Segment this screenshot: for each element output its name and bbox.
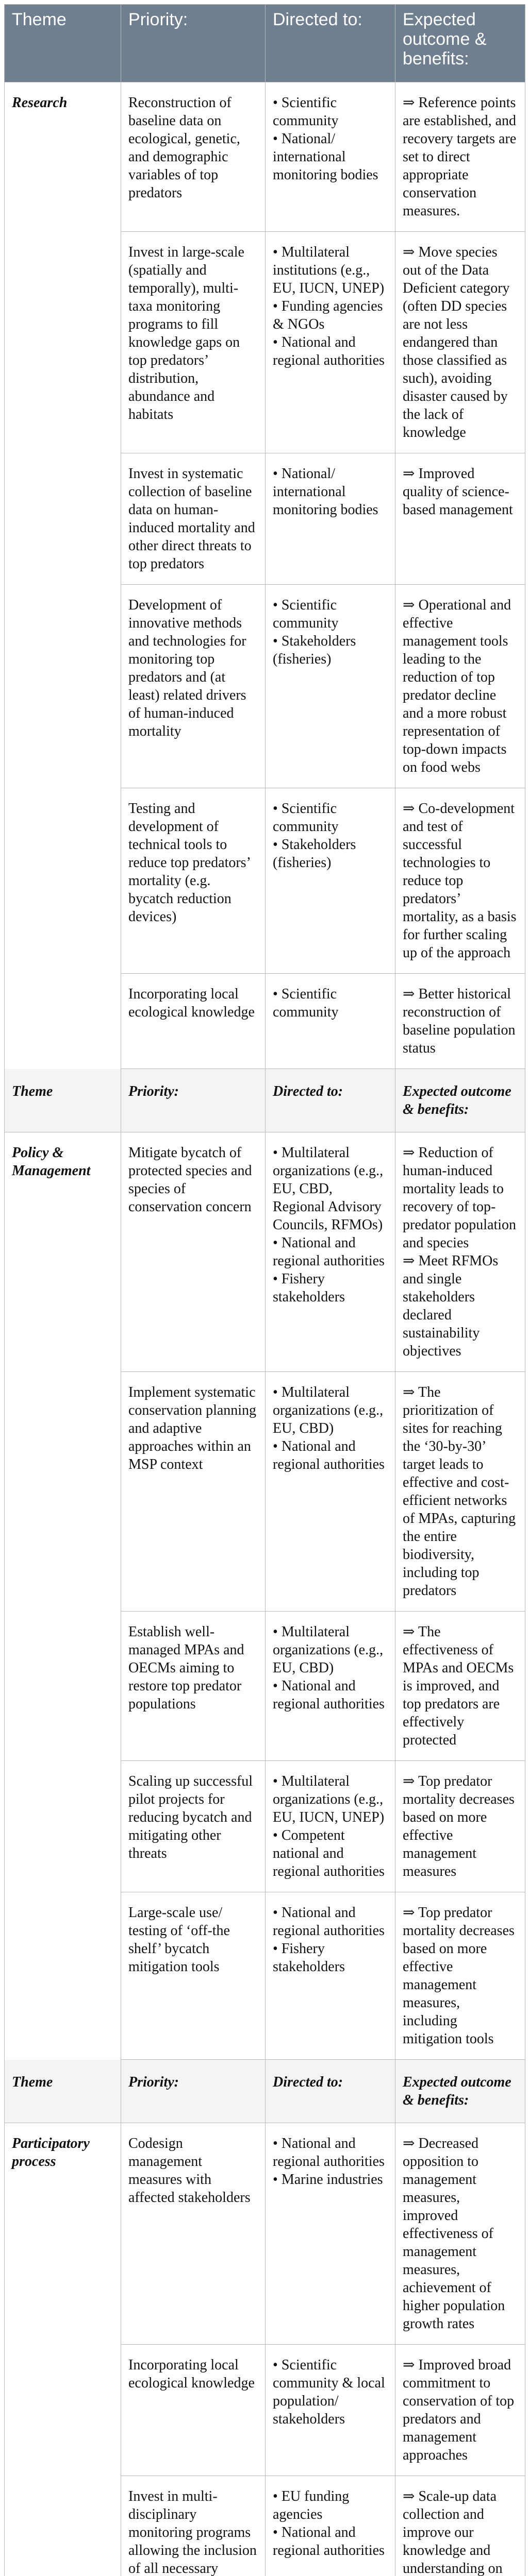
- directed-to-cell: [266, 974, 395, 1069]
- section-subheader-row: [5, 2060, 525, 2123]
- priority-cell: Invest in multi-disciplinary monitoring programs allowing the inclusion of all necessary: [121, 2476, 266, 2576]
- table-row: [5, 1372, 525, 1612]
- directed-to-item: • Scientific community & local population/ stakeholders: [273, 2356, 388, 2428]
- priority-cell: Incorporating local ecological knowledge: [121, 2345, 266, 2476]
- subheader-expected-outcome: Expected outcome & benefits:: [395, 2060, 525, 2123]
- outcome-item: ⇒ The prioritization of sites for reaching the ‘30-by-30’ target leads to effective and cost-efficient networks of MPAs, capturing the entire biodiversity, including top predators: [403, 1383, 518, 1600]
- directed-to-cell: [266, 1612, 395, 1761]
- outcome-item: ⇒ The effectiveness of MPAs and OECMs is improved, and top predators are effectively protected: [403, 1623, 518, 1749]
- theme-cell: [5, 1372, 121, 1612]
- outcome-item: ⇒ Better historical reconstruction of baseline population status: [403, 985, 518, 1057]
- directed-to-item: • Scientific community: [273, 94, 388, 130]
- table-row: [5, 1761, 525, 1892]
- outcome-item: ⇒ Operational and effective management tools leading to the reduction of top predator decline and a more robust representation of top-down impacts on food webs: [403, 596, 518, 776]
- directed-to-cell: [266, 1761, 395, 1892]
- theme-cell: [5, 232, 121, 453]
- table-row: [5, 453, 525, 585]
- directed-to-cell: [266, 585, 395, 788]
- theme-cell: [5, 2476, 121, 2576]
- subheader-directed-to: Directed to:: [266, 1069, 395, 1132]
- theme-cell: [5, 788, 121, 974]
- table-row: [5, 2123, 525, 2345]
- priority-cell: Incorporating local ecological knowledge: [121, 974, 266, 1069]
- directed-to-item: • EU funding agencies: [273, 2487, 388, 2523]
- expected-outcome-cell: [395, 232, 525, 453]
- expected-outcome-cell: [395, 788, 525, 974]
- outcome-item: ⇒ Reduction of human-induced mortality leads to recovery of top-predator population and species: [403, 1144, 518, 1252]
- section-subheader-row: [5, 1069, 525, 1132]
- directed-to-item: • Multilateral organizations (e.g., EU, CBD, Regional Advisory Councils, RFMOs): [273, 1144, 388, 1234]
- directed-to-item: • National/ international monitoring bodies: [273, 130, 388, 184]
- priority-cell: Large-scale use/ testing of ‘off-the shelf’ bycatch mitigation tools: [121, 1892, 266, 2060]
- subheader-priority: Priority:: [121, 1069, 266, 1132]
- header-theme: Theme: [5, 5, 121, 82]
- priority-cell: Invest in large-scale (spatially and temporally), multi-taxa monitoring programs to fill knowledge gaps on top predators’ distribution, abundance and habitats: [121, 232, 266, 453]
- directed-to-item: • Stakeholders (fisheries): [273, 632, 388, 668]
- subheader-theme: Theme: [5, 2060, 121, 2123]
- priority-cell: Scaling up successful pilot projects for reducing bycatch and mitigating other threats: [121, 1761, 266, 1892]
- subheader-theme: Theme: [5, 1069, 121, 1132]
- table-row: [5, 585, 525, 788]
- outcome-item: ⇒ Co-development and test of successful technologies to reduce top predators’ mortality, as a basis for further scaling up of the approach: [403, 800, 518, 962]
- directed-to-item: • National and regional authorities: [273, 1437, 388, 1473]
- theme-cell: [5, 1892, 121, 2060]
- outcome-item: ⇒ Top predator mortality decreases based on more effective management measures: [403, 1772, 518, 1880]
- directed-to-cell: [266, 1372, 395, 1612]
- directed-to-cell: [266, 453, 395, 585]
- directed-to-item: • National and regional authorities: [273, 1234, 388, 1270]
- header-expected-outcome: Expected outcome & benefits:: [395, 5, 525, 82]
- theme-cell: [5, 1761, 121, 1892]
- theme-cell: Participatory process: [5, 2123, 121, 2345]
- directed-to-cell: [266, 82, 395, 232]
- directed-to-item: • National and regional authorities: [273, 1677, 388, 1713]
- directed-to-item: • National and regional authorities: [273, 333, 388, 369]
- subheader-expected-outcome: Expected outcome & benefits:: [395, 1069, 525, 1132]
- table-row: [5, 232, 525, 453]
- outcome-item: ⇒ Scale-up data collection and improve our knowledge and understanding on: [403, 2487, 518, 2576]
- priorities-table: [4, 4, 525, 2576]
- expected-outcome-cell: [395, 1132, 525, 1372]
- priority-cell: Codesign management measures with affected stakeholders: [121, 2123, 266, 2345]
- expected-outcome-cell: [395, 82, 525, 232]
- table-row: [5, 974, 525, 1069]
- expected-outcome-cell: [395, 2345, 525, 2476]
- expected-outcome-cell: [395, 974, 525, 1069]
- theme-cell: Research: [5, 82, 121, 232]
- directed-to-cell: [266, 1892, 395, 2060]
- table-row: [5, 1612, 525, 1761]
- expected-outcome-cell: [395, 1892, 525, 2060]
- directed-to-item: • National and regional authorities: [273, 2523, 388, 2560]
- priority-cell: Development of innovative methods and technologies for monitoring top predators and (at least) related drivers of human-induced mortality: [121, 585, 266, 788]
- table-row: [5, 788, 525, 974]
- expected-outcome-cell: [395, 1612, 525, 1761]
- priority-cell: Reconstruction of baseline data on ecological, genetic, and demographic variables of top predators: [121, 82, 266, 232]
- theme-cell: [5, 453, 121, 585]
- subheader-priority: Priority:: [121, 2060, 266, 2123]
- outcome-item: ⇒ Move species out of the Data Deficient category (often DD species are not less endangered than those classified as such), avoiding disaster caused by the lack of knowledge: [403, 243, 518, 442]
- directed-to-item: • Marine industries: [273, 2171, 388, 2189]
- directed-to-item: • Multilateral institutions (e.g., EU, IUCN, UNEP): [273, 243, 388, 297]
- subheader-directed-to: Directed to:: [266, 2060, 395, 2123]
- header-directed-to: Directed to:: [266, 5, 395, 82]
- theme-cell: [5, 974, 121, 1069]
- table-row: [5, 2476, 525, 2576]
- expected-outcome-cell: [395, 2123, 525, 2345]
- directed-to-item: • Fishery stakeholders: [273, 1940, 388, 1976]
- directed-to-item: • Multilateral organizations (e.g., EU, CBD): [273, 1383, 388, 1437]
- directed-to-item: • National and regional authorities: [273, 2134, 388, 2171]
- directed-to-item: • Scientific community: [273, 596, 388, 632]
- directed-to-item: • Multilateral organizations (e.g., EU, IUCN, UNEP): [273, 1772, 388, 1826]
- directed-to-item: • Funding agencies & NGOs: [273, 297, 388, 333]
- directed-to-cell: [266, 1132, 395, 1372]
- outcome-item: ⇒ Improved broad commitment to conservation of top predators and management approaches: [403, 2356, 518, 2464]
- theme-cell: [5, 585, 121, 788]
- directed-to-item: • National/ international monitoring bodies: [273, 465, 388, 519]
- priority-cell: Establish well-managed MPAs and OECMs aiming to restore top predator populations: [121, 1612, 266, 1761]
- priority-cell: Invest in systematic collection of baseline data on human-induced mortality and other direct threats to top predators: [121, 453, 266, 585]
- directed-to-item: • Scientific community: [273, 800, 388, 836]
- table-header-row: [5, 5, 525, 82]
- outcome-item: ⇒ Meet RFMOs and single stakeholders declared sustainability objectives: [403, 1252, 518, 1360]
- theme-cell: [5, 1612, 121, 1761]
- outcome-item: ⇒ Improved quality of science-based management: [403, 465, 518, 519]
- directed-to-cell: [266, 2123, 395, 2345]
- directed-to-item: • Scientific community: [273, 985, 388, 1021]
- table-row: [5, 1892, 525, 2060]
- header-priority: Priority:: [121, 5, 266, 82]
- table-row: [5, 82, 525, 232]
- priority-cell: Testing and development of technical tools to reduce top predators’ mortality (e.g. bycatch reduction devices): [121, 788, 266, 974]
- table-row: [5, 1132, 525, 1372]
- directed-to-cell: [266, 788, 395, 974]
- theme-cell: Policy & Management: [5, 1132, 121, 1372]
- directed-to-item: • Multilateral organizations (e.g., EU, CBD): [273, 1623, 388, 1677]
- expected-outcome-cell: [395, 585, 525, 788]
- table-body: [5, 82, 525, 2576]
- expected-outcome-cell: [395, 453, 525, 585]
- expected-outcome-cell: [395, 1761, 525, 1892]
- directed-to-item: • National and regional authorities: [273, 1904, 388, 1940]
- priority-cell: Mitigate bycatch of protected species and species of conservation concern: [121, 1132, 266, 1372]
- directed-to-cell: [266, 2476, 395, 2576]
- expected-outcome-cell: [395, 2476, 525, 2576]
- directed-to-item: • Fishery stakeholders: [273, 1270, 388, 1306]
- directed-to-item: • Stakeholders (fisheries): [273, 836, 388, 872]
- outcome-item: ⇒ Top predator mortality decreases based on more effective management measures, including mitigation tools: [403, 1904, 518, 2048]
- directed-to-cell: [266, 232, 395, 453]
- outcome-item: ⇒ Reference points are established, and recovery targets are set to direct appropriate conservation measures.: [403, 94, 518, 220]
- theme-cell: [5, 2345, 121, 2476]
- table-row: [5, 2345, 525, 2476]
- directed-to-item: • Competent national and regional authorities: [273, 1826, 388, 1880]
- expected-outcome-cell: [395, 1372, 525, 1612]
- directed-to-cell: [266, 2345, 395, 2476]
- outcome-item: ⇒ Decreased opposition to management measures, improved effectiveness of management measures, achievement of higher population growth rates: [403, 2134, 518, 2333]
- priority-cell: Implement systematic conservation planning and adaptive approaches within an MSP context: [121, 1372, 266, 1612]
